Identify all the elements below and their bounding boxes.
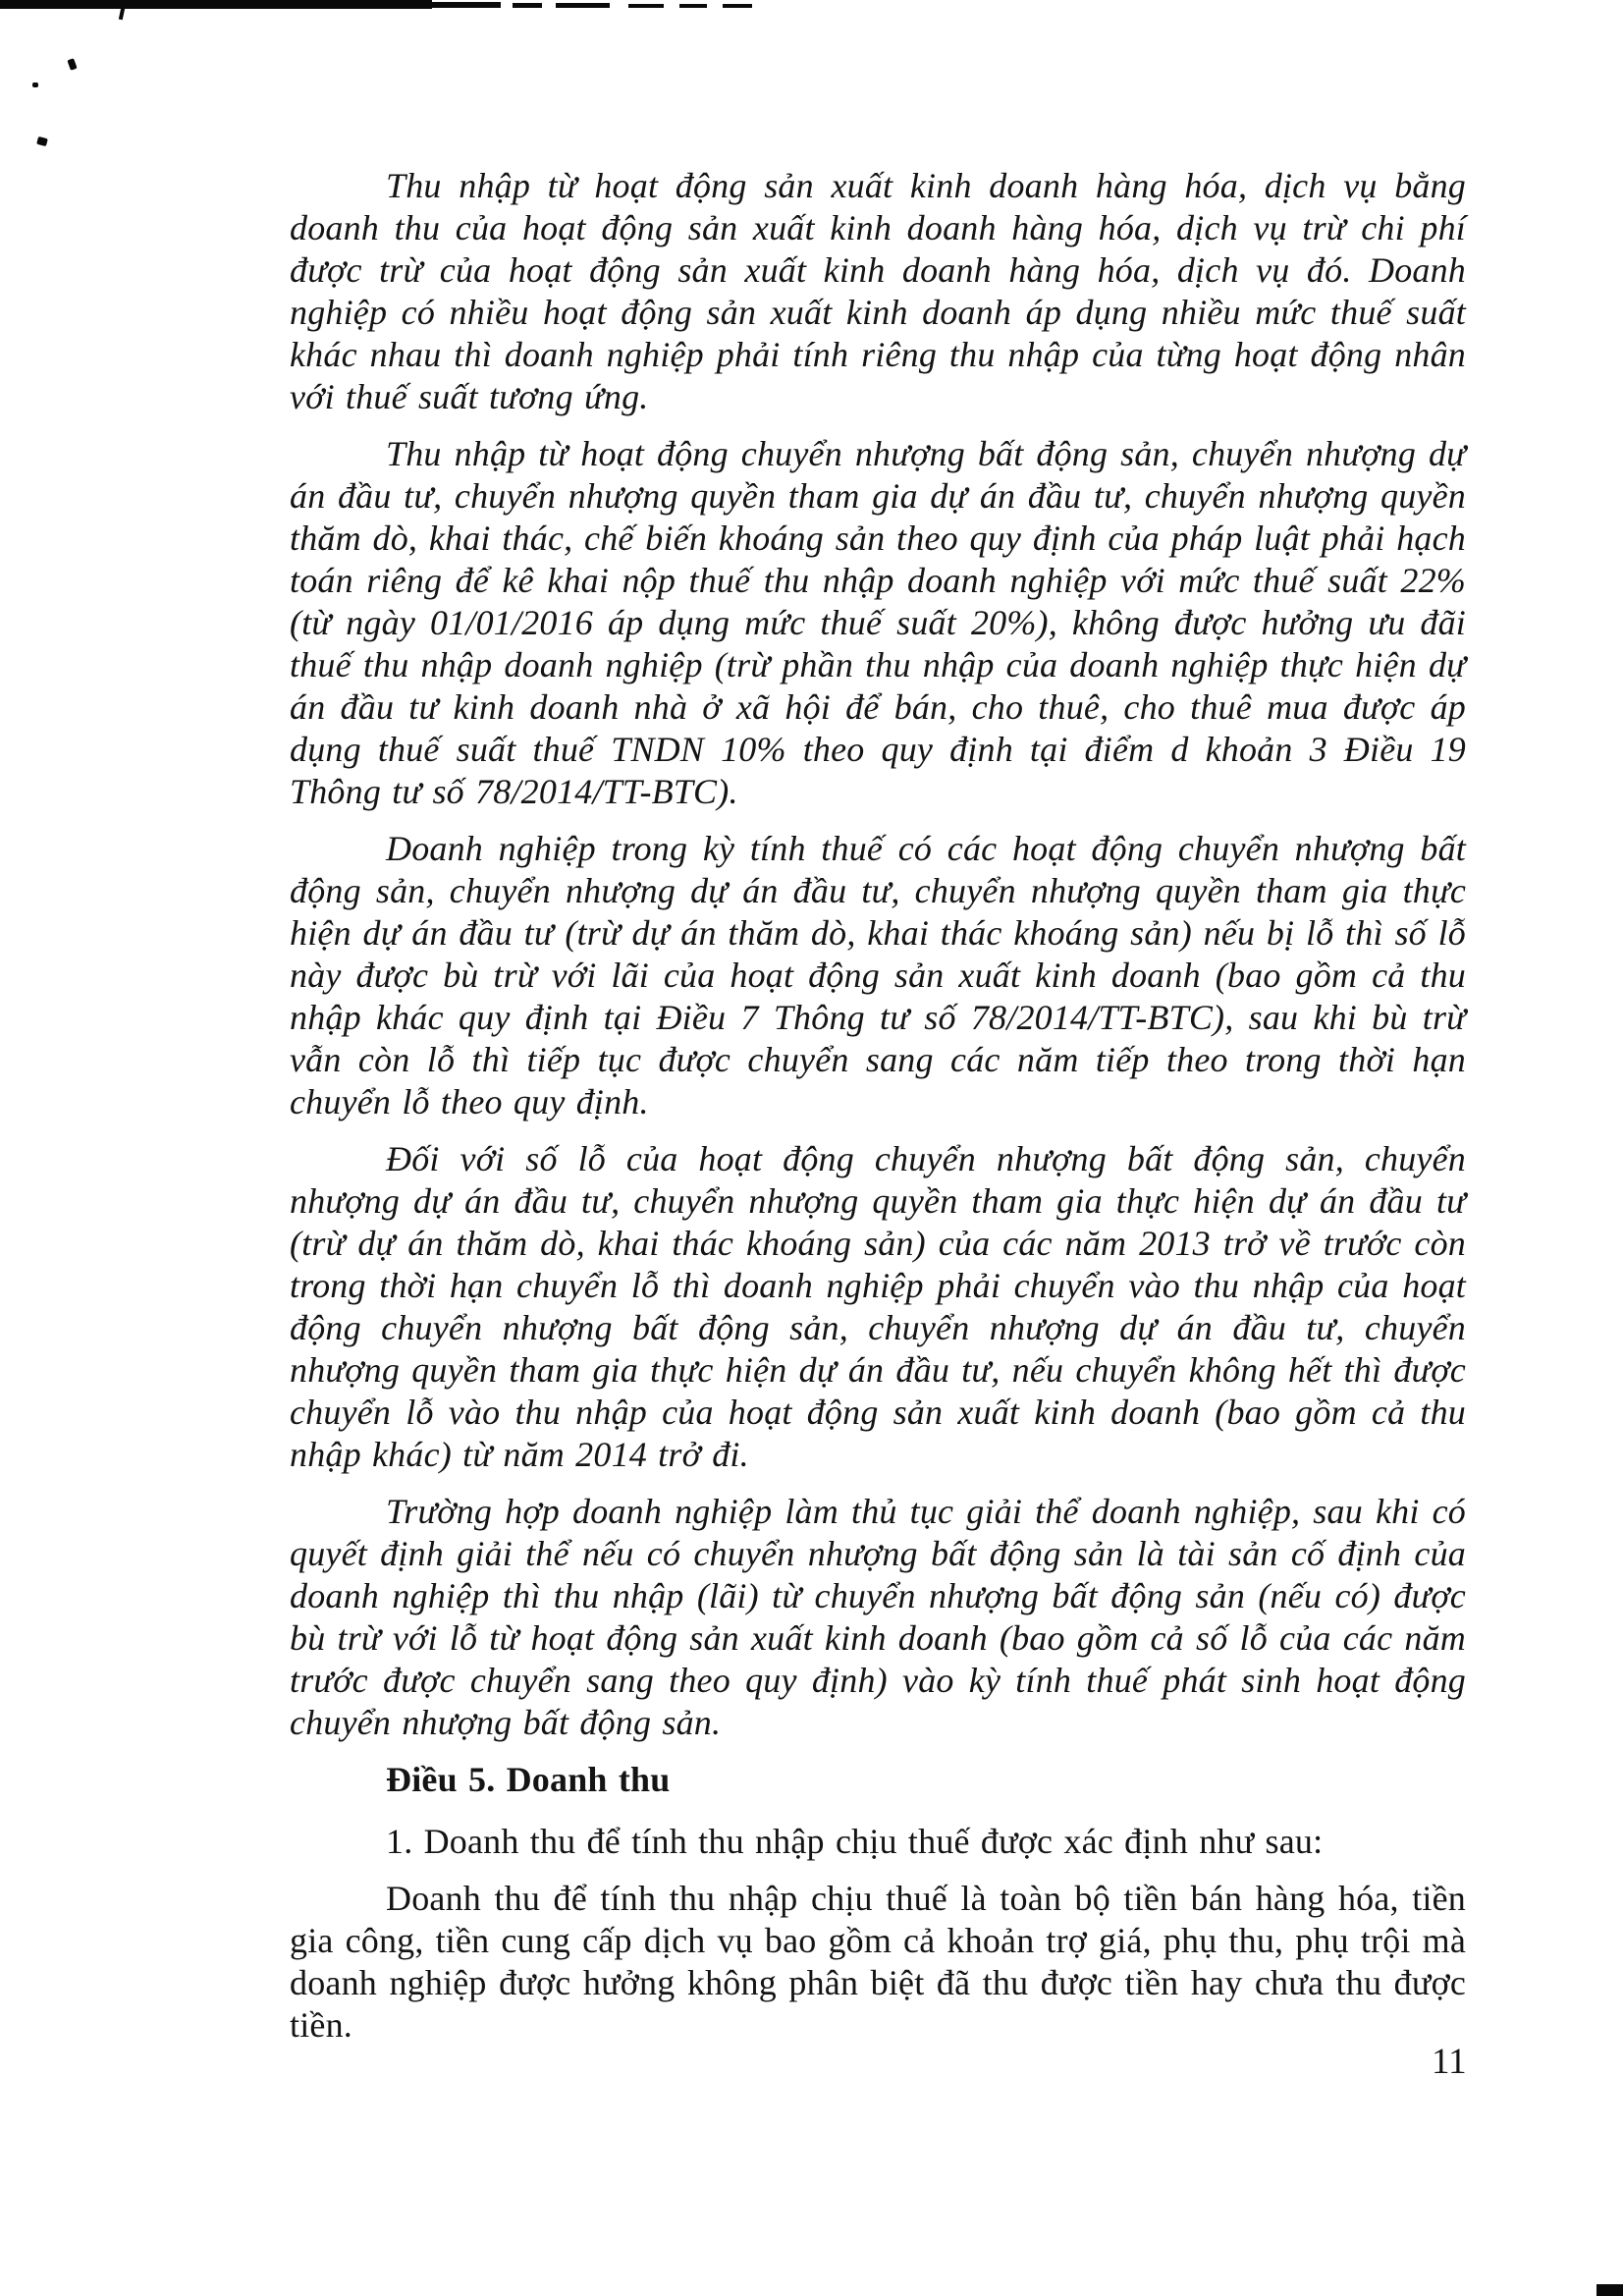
scan-artifact-corner-mark [1596, 2284, 1623, 2296]
paragraph-item-1: 1. Doanh thu để tính thu nhập chịu thuế được xác định như sau: [386, 1822, 1324, 1861]
scan-artifact-top-bar-segment [628, 4, 664, 8]
paragraph-real-estate-transfer-rate: Thu nhập từ hoạt động chuyển nhượng bất động sản, chuyển nhượng dự án đầu tư, chuyển nhượng quyền tham gia dự án đầu tư, chuyển nhượng quyền thăm dò, khai thác, chế biến khoáng sản theo quy định của pháp luật phải hạch toán riêng để kê khai nộp thuế thu nhập doanh nghiệp với mức thuế suất 22% (từ ngày 01/01/2016 áp dụng mức thuế suất 20%), không được hưởng ưu đãi thuế thu nhập doanh nghiệp (trừ phần thu nhập của doanh nghiệp thực hiện dự án đầu tư kinh doanh nhà ở xã hội để bán, cho thuê, cho thuê mua được áp dụng thuế suất thuế TNDN 10% theo quy định tại điểm d khoản 3 Điều 19 Thông tư số 78/2014/TT-BTC). [290, 434, 1466, 811]
scan-artifact-tick [119, 8, 125, 21]
paragraph-dissolution-case: Trường hợp doanh nghiệp làm thủ tục giải thể doanh nghiệp, sau khi có quyết định giải thể nếu có chuyển nhượng bất động sản là tài sản cố định của doanh nghiệp thì thu nhập (lãi) từ chuyển nhượng bất động sản (nếu có) được bù trừ với lỗ từ hoạt động sản xuất kinh doanh (bao gồm cả số lỗ của các năm trước được chuyển sang theo quy định) vào kỳ tính thuế phát sinh hoạt động chuyển nhượng bất động sản. [290, 1492, 1466, 1742]
paragraph-loss-offset-current: Doanh nghiệp trong kỳ tính thuế có các hoạt động chuyển nhượng bất động sản, chuyển nhượng dự án đầu tư, chuyển nhượng quyền tham gia thực hiện dự án đầu tư (trừ dự án thăm dò, khai thác khoáng sản) nếu bị lỗ thì số lỗ này được bù trừ với lãi của hoạt động sản xuất kinh doanh (bao gồm cả thu nhập khác quy định tại Điều 7 Thông tư số 78/2014/TT-BTC), sau khi bù trừ vẫn còn lỗ thì tiếp tục được chuyển sang các năm tiếp theo trong thời hạn chuyển lỗ theo quy định. [290, 829, 1466, 1121]
scan-artifact-top-bar-segment [679, 4, 707, 8]
scan-artifact-top-bar [0, 0, 432, 9]
document-body [290, 165, 1466, 2061]
scan-artifact-top-bar-segment [556, 3, 610, 8]
scan-artifact-speck [67, 58, 77, 71]
scan-artifact-speck [36, 137, 48, 146]
scan-artifact-top-bar-segment [513, 3, 542, 8]
paragraph-revenue-definition: Doanh thu để tính thu nhập chịu thuế là toàn bộ tiền bán hàng hóa, tiền gia công, tiền cung cấp dịch vụ bao gồm cả khoản trợ giá, phụ thu, phụ trội mà doanh nghiệp được hưởng không phân biệt đã thu được tiền hay chưa thu được tiền. [290, 1879, 1466, 2045]
section-heading-dieu-5: Điều 5. Doanh thu [386, 1760, 671, 1799]
scan-artifact-top-bar-segment [430, 2, 501, 8]
paragraph-loss-offset-pre-2014: Đối với số lỗ của hoạt động chuyển nhượng bất động sản, chuyển nhượng dự án đầu tư, chuyển nhượng quyền tham gia thực hiện dự án đầu tư (trừ dự án thăm dò, khai thác khoáng sản) của các năm 2013 trở về trước còn trong thời hạn chuyển lỗ thì doanh nghiệp phải chuyển vào thu nhập của hoạt động chuyển nhượng bất động sản, chuyển nhượng dự án đầu tư, chuyển nhượng quyền tham gia thực hiện dự án đầu tư, nếu chuyển không hết thì được chuyển lỗ vào thu nhập của hoạt động sản xuất kinh doanh (bao gồm cả thu nhập khác) từ năm 2014 trở đi. [290, 1139, 1466, 1474]
paragraph-income-goods-services: Thu nhập từ hoạt động sản xuất kinh doanh hàng hóa, dịch vụ bằng doanh thu của hoạt động sản xuất kinh doanh hàng hóa, dịch vụ trừ chi phí được trừ của hoạt động sản xuất kinh doanh hàng hóa, dịch vụ đó. Doanh nghiệp có nhiều hoạt động sản xuất kinh doanh áp dụng nhiều mức thuế suất khác nhau thì doanh nghiệp phải tính riêng thu nhập của từng hoạt động nhân với thuế suất tương ứng. [290, 166, 1466, 416]
page-number: 11 [1432, 2042, 1467, 2082]
scan-artifact-top-bar-segment [723, 4, 752, 8]
scan-artifact-speck [32, 82, 38, 87]
